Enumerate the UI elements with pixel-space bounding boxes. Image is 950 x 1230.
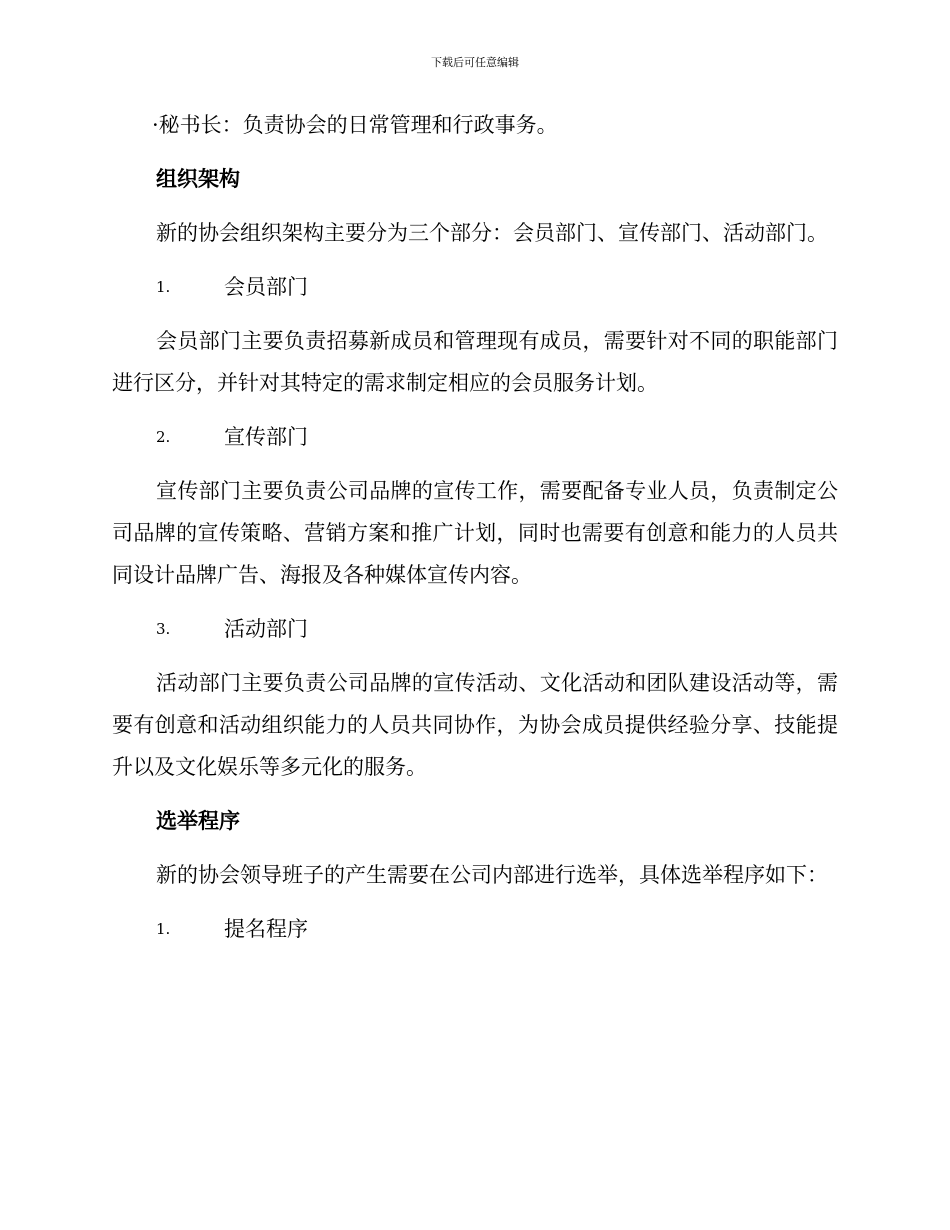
list-item-activities bbox=[112, 608, 838, 650]
list-title: 提名程序 bbox=[224, 917, 308, 941]
paragraph-publicity: 宣传部门主要负责公司品牌的宣传工作，需要配备专业人员，负责制定公司品牌的宣传策略、营销方案和推广计划，同时也需要有创意和能力的人员共同设计品牌广告、海报及各种媒体宣传内容。 bbox=[112, 479, 838, 587]
bullet-line: ·秘书长：负责协会的日常管理和行政事务。 bbox=[152, 113, 558, 137]
list-item-publicity bbox=[112, 416, 838, 458]
list-number: 2. bbox=[156, 428, 171, 446]
section-intro-election: 新的协会领导班子的产生需要在公司内部进行选举，具体选举程序如下： bbox=[156, 863, 828, 887]
list-number: 3. bbox=[156, 620, 171, 638]
list-item-membership bbox=[112, 266, 838, 308]
section-heading-election: 选举程序 bbox=[156, 809, 240, 833]
section-heading-organization: 组织架构 bbox=[156, 167, 240, 191]
list-title: 宣传部门 bbox=[224, 425, 308, 449]
list-item-nomination bbox=[112, 908, 838, 950]
list-number: 1. bbox=[156, 278, 171, 296]
section-intro-organization: 新的协会组织架构主要分为三个部分：会员部门、宣传部门、活动部门。 bbox=[156, 221, 828, 245]
paragraph-membership: 会员部门主要负责招募新成员和管理现有成员，需要针对不同的职能部门进行区分，并针对其特定的需求制定相应的会员服务计划。 bbox=[112, 329, 838, 395]
list-title: 活动部门 bbox=[224, 617, 308, 641]
list-number: 1. bbox=[156, 920, 171, 938]
page-header-note: 下载后可任意编辑 bbox=[431, 56, 519, 69]
list-title: 会员部门 bbox=[224, 275, 308, 299]
document-body bbox=[112, 104, 838, 962]
paragraph-activities: 活动部门主要负责公司品牌的宣传活动、文化活动和团队建设活动等，需要有创意和活动组织能力的人员共同协作，为协会成员提供经验分享、技能提升以及文化娱乐等多元化的服务。 bbox=[112, 671, 838, 779]
